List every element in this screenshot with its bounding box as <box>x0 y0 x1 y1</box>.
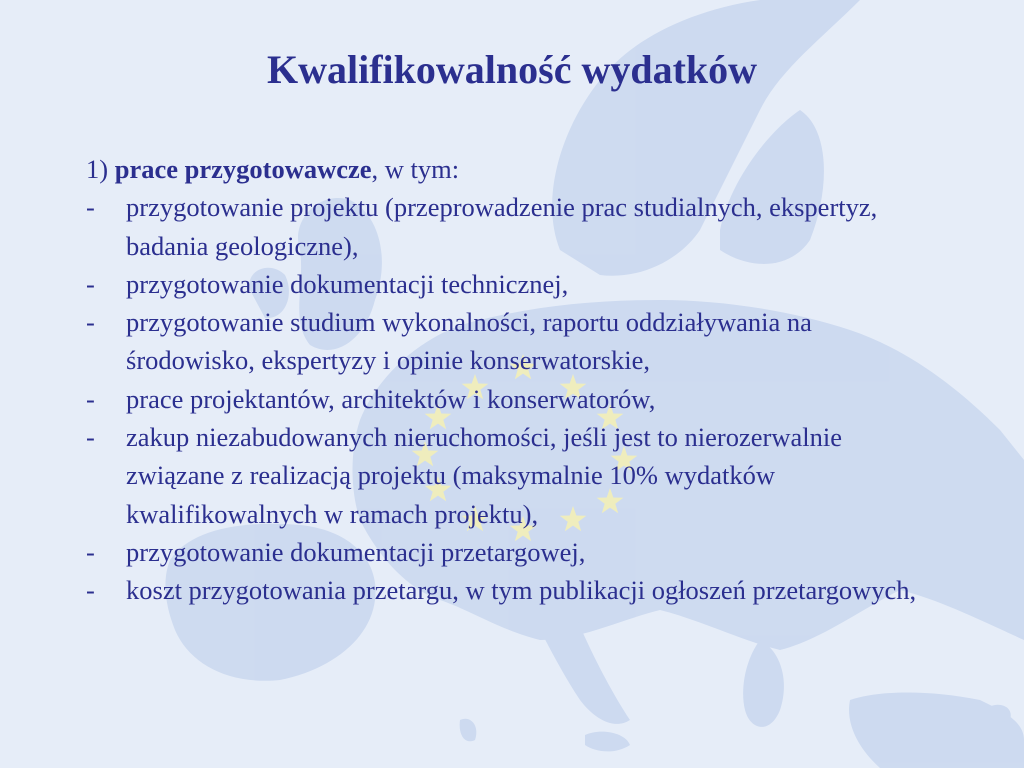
list-item-text: zakup niezabudowanych nieruchomości, jeśli jest to nierozerwalnie związane z realizacją projektu (maksymalnie 10% wydatków kwalifikowalnych w ramach projektu), <box>126 422 842 529</box>
slide-body <box>86 150 946 610</box>
list-item-text: koszt przygotowania przetargu, w tym publikacji ogłoszeń przetargowych, <box>126 575 917 606</box>
intro-rest-text: , w tym: <box>371 154 460 184</box>
intro-number: 1) <box>86 154 109 184</box>
list-item-text: przygotowanie projektu (przeprowadzenie prac studialnych, ekspertyz, badania geologiczne), <box>126 192 878 261</box>
bullet-dash: - <box>86 422 95 453</box>
list-item-text: przygotowanie studium wykonalności, raportu oddziaływania na środowisko, ekspertyzy i opinie konserwatorskie, <box>126 307 812 376</box>
bullet-dash: - <box>86 383 95 414</box>
bullet-dash: - <box>86 307 95 338</box>
list-item-text: przygotowanie dokumentacji technicznej, <box>126 268 569 299</box>
list-item <box>86 303 946 380</box>
bullet-dash: - <box>86 268 95 299</box>
bullet-dash: - <box>86 575 95 606</box>
intro-line <box>86 150 946 188</box>
bullet-dash: - <box>86 536 95 567</box>
bullet-list <box>86 188 946 609</box>
slide-title: Kwalifikowalność wydatków <box>266 47 758 92</box>
bullet-dash: - <box>86 192 95 223</box>
list-item <box>86 265 946 303</box>
list-item <box>86 533 946 571</box>
list-item <box>86 571 946 609</box>
intro-bold-text: prace przygotowawcze <box>114 154 372 184</box>
list-item <box>86 188 946 265</box>
list-item-text: prace projektantów, architektów i konserwatorów, <box>126 383 656 414</box>
list-item <box>86 380 946 418</box>
list-item-text: przygotowanie dokumentacji przetargowej, <box>126 536 586 567</box>
list-item <box>86 418 946 533</box>
